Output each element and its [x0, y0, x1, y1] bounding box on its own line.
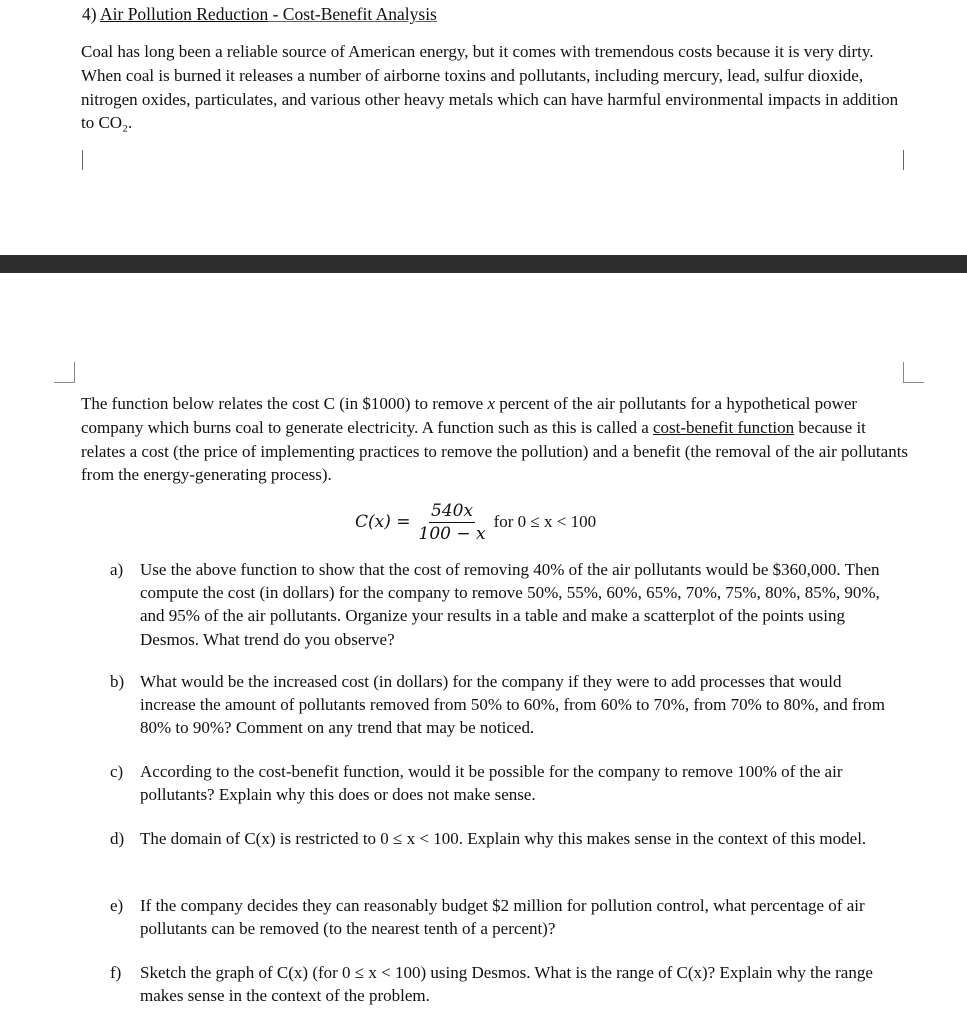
heading-title-part2: Cost-Benefit Analysis: [282, 4, 437, 24]
text-cursor-right: [903, 150, 904, 170]
margin-corner-left: [54, 362, 75, 383]
question-d: [110, 827, 900, 850]
question-label: a): [110, 560, 124, 579]
formula-denominator: 100 − x: [418, 523, 486, 544]
function-text-3: because it relates a cost (the price of implementing practices to remove the pollution) and a benefit (the removal of the air pollutants from the energy-generating process).: [81, 417, 909, 485]
cost-benefit-term: cost-benefit function: [653, 417, 795, 437]
question-a: [110, 558, 900, 651]
question-label: b): [110, 672, 125, 691]
question-f: [110, 961, 900, 1007]
page-break-band: [0, 255, 967, 273]
heading-number: 4): [82, 4, 97, 24]
section-heading: [82, 3, 437, 25]
question-label: d): [110, 829, 125, 848]
function-var: x: [487, 394, 496, 413]
question-label: f): [110, 963, 122, 982]
margin-corner-right: [903, 362, 924, 383]
question-text: Use the above function to show that the cost of removing 40% of the air pollutants would be $360,000. Then compute the cost (in dollars) for the company to remove 50%, 55%, 60%, 65%, 70%, 75%, 80%, 85%, 90%, and 95% of the air pollutants. Organize your results in a table and make a scatterplot of the points using Desmos. What trend do you observe?: [140, 560, 880, 649]
function-text-1: The function below relates the cost C (in $1000) to remove: [81, 394, 488, 413]
question-e: [110, 894, 900, 940]
question-text: The domain of C(x) is restricted to 0 ≤ x < 100. Explain why this makes sense in the context of this model.: [140, 829, 867, 848]
formula-domain: for 0 ≤ x < 100: [493, 512, 597, 531]
function-paragraph: [81, 392, 911, 487]
formula-fraction: [419, 500, 486, 545]
question-text: According to the cost-benefit function, would it be possible for the company to remove 100% of the air pollutants? Explain why this does or does not make sense.: [140, 762, 843, 805]
formula-numerator: 540x: [431, 500, 474, 521]
question-text: What would be the increased cost (in dollars) for the company if they were to add processes that would increase the amount of pollutants removed from 50% to 60%, from 60% to 70%, from 70% to 80%, and from 80% to 90%? Comment on any trend that may be noticed.: [140, 672, 885, 738]
heading-separator: -: [268, 4, 283, 24]
question-b: [110, 670, 900, 740]
question-label: e): [110, 896, 124, 915]
heading-title-part1: Air Pollution Reduction: [100, 4, 269, 24]
text-cursor-left: [82, 150, 83, 170]
formula-lhs: C(x) =: [355, 512, 411, 532]
question-label: c): [110, 762, 124, 781]
question-c: [110, 760, 900, 806]
function-text-2: percent of the air pollutants for a hypothetical power company which burns coal to generate electricity. A function such as this is called a: [81, 394, 858, 437]
intro-paragraph: Coal has long been a reliable source of American energy, but it comes with tremendous costs because it is very dirty. When coal is burned it releases a number of airborne toxins and pollutants, including mercury, lead, sulfur dioxide, nitrogen oxides, particulates, and various other heavy metals which can have harmful environmental impacts in addition to CO₂.: [81, 42, 899, 133]
cost-function-formula: [355, 495, 596, 549]
question-text: If the company decides they can reasonably budget $2 million for pollution control, what percentage of air pollutants can be removed (to the nearest tenth of a percent)?: [140, 896, 865, 939]
question-text: Sketch the graph of C(x) (for 0 ≤ x < 100) using Desmos. What is the range of C(x)? Explain why the range makes sense in the context of the problem.: [140, 963, 873, 1006]
